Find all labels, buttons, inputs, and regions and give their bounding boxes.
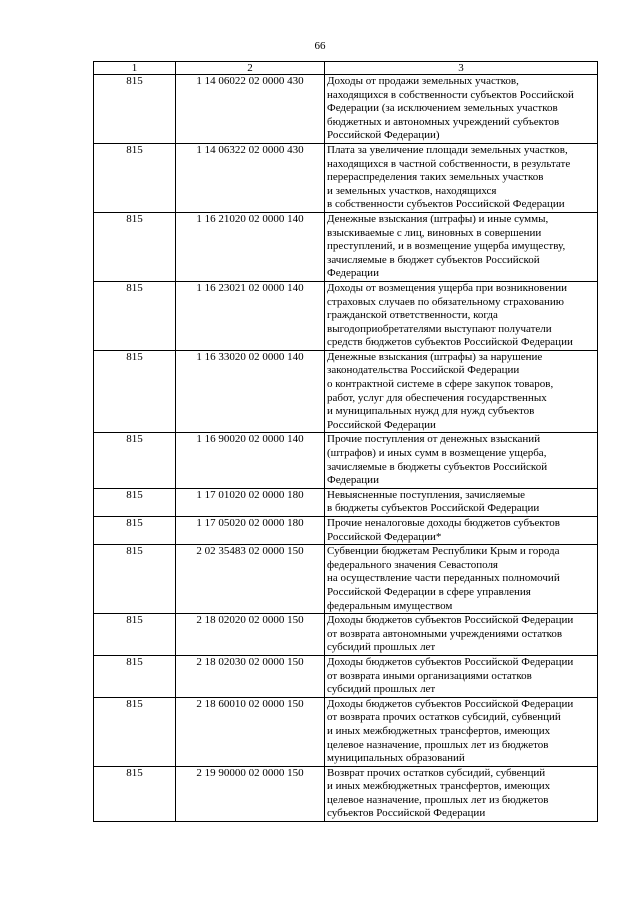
description-line: субсидий прошлых лет (327, 641, 436, 654)
table-row (94, 655, 598, 697)
revenue-code-cell: 1 16 21020 02 0000 140 (176, 212, 325, 281)
description-line: и иных межбюджетных трансфертов, имеющих (327, 780, 551, 793)
admin-code-cell: 815 (94, 350, 176, 433)
admin-code-cell: 815 (94, 281, 176, 350)
table-row (94, 545, 598, 614)
description-line: зачисляемые в бюджет субъектов Российской (327, 253, 540, 266)
description-line: работ, услуг для обеспечения государственных (327, 391, 547, 404)
description-line: взыскиваемые с лиц, виновных в совершении (327, 226, 542, 239)
revenue-code-cell: 2 19 90000 02 0000 150 (176, 766, 325, 821)
description-line: муниципальных образований (327, 752, 465, 765)
description-line: средств бюджетов субъектов Российской Федерации (327, 336, 573, 349)
description-line: Федерации (за исключением земельных участков (327, 102, 558, 115)
description-line: Российской Федерации) (327, 129, 440, 142)
admin-code-cell: 815 (94, 433, 176, 488)
description-line: и земельных участков, находящихся (327, 184, 497, 197)
description-line: Доходы бюджетов субъектов Российской Федерации (327, 697, 574, 710)
admin-code-cell: 815 (94, 697, 176, 766)
revenue-description-cell (325, 350, 598, 433)
revenue-description-cell (325, 212, 598, 281)
description-line: страховых случаев по обязательному страхованию (327, 295, 564, 308)
description-line: на осуществление части переданных полномочий (327, 572, 560, 585)
description-line: выгодоприобретателями выступают получатели (327, 322, 552, 335)
description-line: гражданской ответственности, когда (327, 309, 498, 322)
admin-code-cell: 815 (94, 212, 176, 281)
column-header-admin: 1 (94, 62, 176, 75)
revenue-description-cell (325, 281, 598, 350)
page-number: 66 (314, 40, 326, 52)
revenue-description-cell (325, 655, 598, 697)
description-line: Российской Федерации в сфере управления (327, 585, 531, 598)
description-line: от возврата прочих остатков субсидий, субвенций (327, 711, 561, 724)
revenue-description-cell (325, 143, 598, 212)
revenue-code-cell: 1 17 05020 02 0000 180 (176, 517, 325, 545)
revenue-description-cell (325, 488, 598, 516)
description-line: Прочие неналоговые доходы бюджетов субъектов (327, 517, 560, 529)
table-row (94, 350, 598, 433)
description-line: законодательства Российской Федерации (327, 364, 520, 377)
column-header-code: 2 (176, 62, 325, 75)
admin-code-cell: 815 (94, 614, 176, 656)
description-line: и иных межбюджетных трансфертов, имеющих (327, 724, 551, 737)
description-line: Прочие поступления от денежных взысканий (327, 433, 541, 446)
description-line: в собственности субъектов Российской Федерации (327, 198, 565, 211)
description-line: (штрафов) и иных сумм в возмещение ущерба, (327, 447, 547, 460)
table-body (94, 75, 598, 822)
description-line: Федерации (327, 474, 379, 487)
admin-code-cell: 815 (94, 517, 176, 545)
revenue-description-cell (325, 766, 598, 821)
description-line: субъектов Российской Федерации (327, 807, 486, 820)
description-line: субсидий прошлых лет (327, 683, 436, 696)
revenue-description-cell (325, 433, 598, 488)
table-row (94, 212, 598, 281)
description-line: в бюджеты субъектов Российской Федерации (327, 502, 540, 515)
revenue-code-cell: 2 18 02020 02 0000 150 (176, 614, 325, 656)
description-line: Доходы от возмещения ущерба при возникновении (327, 281, 567, 294)
revenue-description-cell (325, 517, 598, 545)
revenue-code-cell: 1 14 06322 02 0000 430 (176, 143, 325, 212)
description-line: целевое назначение, прошлых лет из бюджетов (327, 738, 549, 751)
table-row (94, 75, 598, 144)
admin-code-cell: 815 (94, 655, 176, 697)
revenue-code-cell: 2 18 60010 02 0000 150 (176, 697, 325, 766)
revenue-description-cell (325, 614, 598, 656)
revenue-code-cell: 1 16 90020 02 0000 140 (176, 433, 325, 488)
admin-code-cell: 815 (94, 75, 176, 144)
admin-code-cell: 815 (94, 143, 176, 212)
table-row (94, 697, 598, 766)
description-line: перераспределения таких земельных участков (327, 171, 544, 184)
description-line: федеральным имуществом (327, 599, 453, 612)
admin-code-cell: 815 (94, 545, 176, 614)
description-line: Возврат прочих остатков субсидий, субвенций (327, 766, 546, 779)
table-row (94, 614, 598, 656)
description-line: находящихся в частной собственности, в результате (327, 157, 571, 170)
revenue-description-cell (325, 545, 598, 614)
description-line: зачисляемые в бюджеты субъектов Российской (327, 460, 548, 473)
description-line: от возврата иными организациями остатков (327, 669, 532, 682)
description-line: о контрактной системе в сфере закупок товаров, (327, 378, 554, 391)
admin-code-cell: 815 (94, 766, 176, 821)
description-line: находящихся в собственности субъектов Российской (327, 88, 574, 101)
table-row (94, 517, 598, 545)
description-line: и муниципальных нужд для нужд субъектов (327, 405, 535, 418)
description-line: целевое назначение, прошлых лет из бюджетов (327, 793, 549, 806)
table-header-row (94, 62, 598, 75)
revenue-description-cell (325, 697, 598, 766)
revenue-code-cell: 2 02 35483 02 0000 150 (176, 545, 325, 614)
description-line: Доходы от продажи земельных участков, (327, 75, 519, 87)
description-line: Денежные взыскания (штрафы) и иные суммы, (327, 212, 549, 225)
revenue-code-cell: 2 18 02030 02 0000 150 (176, 655, 325, 697)
description-line: Доходы бюджетов субъектов Российской Федерации (327, 655, 574, 668)
description-line: Российской Федерации* (327, 530, 442, 543)
revenue-code-cell: 1 17 01020 02 0000 180 (176, 488, 325, 516)
revenue-description-cell (325, 75, 598, 144)
table-row (94, 143, 598, 212)
table-row (94, 433, 598, 488)
description-line: бюджетных и автономных учреждений субъектов (327, 115, 560, 128)
revenue-code-cell: 1 14 06022 02 0000 430 (176, 75, 325, 144)
revenue-code-cell: 1 16 23021 02 0000 140 (176, 281, 325, 350)
description-line: федерального значения Севастополя (327, 558, 498, 571)
description-line: Денежные взыскания (штрафы) за нарушение (327, 350, 543, 363)
description-line: Плата за увеличение площади земельных участков, (327, 143, 568, 156)
description-line: Федерации (327, 267, 379, 280)
revenue-code-cell: 1 16 33020 02 0000 140 (176, 350, 325, 433)
description-line: Невыясненные поступления, зачисляемые (327, 488, 525, 501)
description-line: Российской Федерации (327, 418, 436, 431)
table-row (94, 488, 598, 516)
table-row (94, 281, 598, 350)
admin-code-cell: 815 (94, 488, 176, 516)
table-row (94, 766, 598, 821)
description-line: Субвенции бюджетам Республики Крым и города (327, 545, 560, 558)
description-line: преступлений, и в возмещение ущерба имуществу, (327, 240, 566, 253)
budget-revenue-table (93, 61, 598, 822)
column-header-description: 3 (325, 62, 598, 75)
description-line: от возврата автономными учреждениями остатков (327, 627, 563, 640)
description-line: Доходы бюджетов субъектов Российской Федерации (327, 614, 574, 627)
